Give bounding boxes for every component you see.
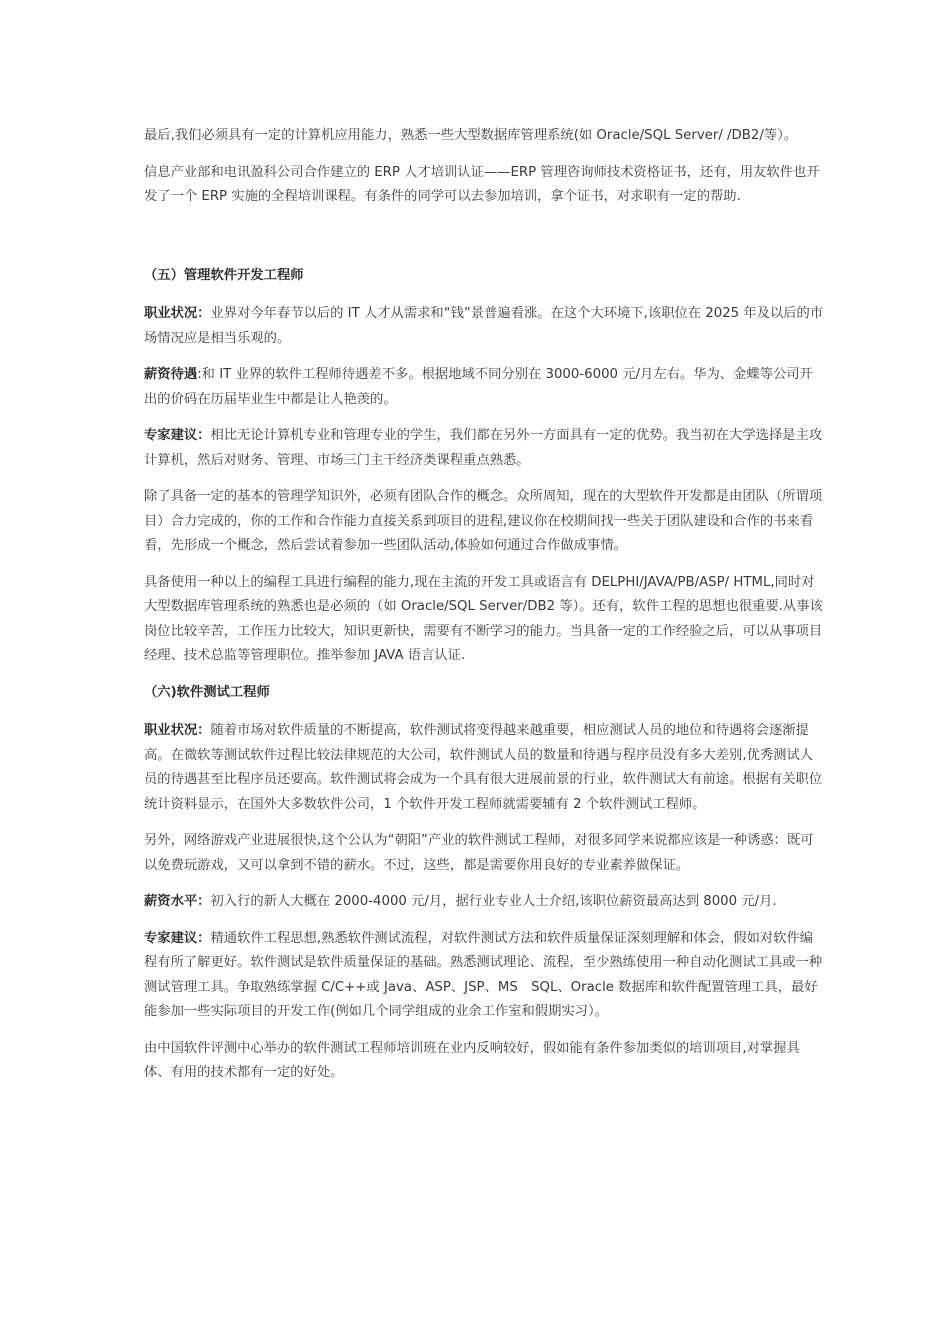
paragraph-testing-salary xyxy=(144,890,824,915)
paragraph-expert-advice xyxy=(144,424,824,473)
paragraph-testing-career-status xyxy=(144,719,824,817)
text-testing-advice: 精通软件工程思想,熟悉软件测试流程，对软件测试方法和软件质量保证深刻理解和体会，假如对软件编程有所了解更好。软件测试是软件质量保证的基础。熟悉测试理论、流程，至少熟练使用一种自动化测试工具或一种测试管理工具。争取熟练掌握 C/C++或 Java、ASP、JSP、MS SQL、Oracle 数据库和软件配置管理工具，最好能参加一些实际项目的开发工作(例如几个同学组成的业余工作室和假期实习）。 xyxy=(144,930,823,1019)
label-testing-salary: 薪资水平： xyxy=(144,894,211,909)
label-expert-advice: 专家建议： xyxy=(144,428,211,443)
label-salary: 薪资待遇 xyxy=(144,367,198,382)
paragraph-training-class: 由中国软件评测中心举办的软件测试工程师培训班在业内反响较好，假如能有条件参加类似的培训项目,对掌握具体、有用的技术都有一定的好处。 xyxy=(144,1040,800,1080)
section-heading-mgmt-software: （五）管理软件开发工程师 xyxy=(144,267,304,283)
paragraph-testing-advice xyxy=(144,927,824,1025)
text-expert-advice: 相比无论计算机专业和管理专业的学生，我们都在另外一方面具有一定的优势。我当初在大学选择是主攻计算机，然后对财务、管理、市场三门主干经济类课程重点熟悉。 xyxy=(144,428,823,468)
text-testing-career-status: 随着市场对软件质量的不断提高，软件测试将变得越来越重要，相应测试人员的地位和待遇将会逐渐提高。在微软等测试软件过程比较法律规范的大公司，软件测试人员的数量和待遇与程序员没有多大差别,优秀测试人员的待遇甚至比程序员还要高。软件测试将会成为一个具有很大进展前景的行业，软件测试大有前途。根据有关职位统计资料显示，在国外大多数软件公司，1 个软件开发工程师就需要辅有 2 个软件测试工程师。 xyxy=(144,723,823,812)
paragraph-db-skills: 最后,我们必须具有一定的计算机应用能力，熟悉一些大型数据库管理系统(如 Oracle/SQL Server/ /DB2/等）。 xyxy=(144,128,798,143)
label-testing-career-status: 职业状况： xyxy=(144,723,211,738)
paragraph-teamwork: 除了具备一定的基本的管理学知识外，必须有团队合作的概念。众所周知，现在的大型软件开发都是由团队（所谓项目）合力完成的，你的工作和合作能力直接关系到项目的进程,建议你在校期间找一些关于团队建设和合作的书来看看，先形成一个概念，然后尝试着参加一些团队活动,体验如何通过合作做成事情。 xyxy=(144,489,823,553)
paragraph-programming-tools: 具备使用一种以上的编程工具进行编程的能力,现在主流的开发工具或语言有 DELPHI/JAVA/PB/ASP/ HTML,同时对大型数据库管理系统的熟悉也是必须的（如 Oracle/SQL Server/DB2 等）。还有，软件工程的思想也很重要.从事该岗位比较辛苦，工作压力比较大，知识更新快，需要有不断学习的能力。当具备一定的工作经验之后，可以从事项目经理、技术总监等管理职位。推举参加 JAVA 语言认证. xyxy=(144,574,823,663)
document-body xyxy=(144,124,824,1098)
text-testing-salary: 初入行的新人大概在 2000-4000 元/月，据行业专业人士介绍,该职位薪资最高达到 8000 元/月. xyxy=(210,894,777,909)
paragraph-career-status xyxy=(144,302,824,351)
section-gap xyxy=(144,222,824,264)
label-career-status: 职业状况： xyxy=(144,306,211,321)
paragraph-erp-cert: 信息产业部和电讯盈科公司合作建立的 ERP 人才培训认证——ERP 管理咨询师技术资格证书，还有，用友软件也开发了一个 ERP 实施的全程培训课程。有条件的同学可以去参加培训，拿个证书，对求职有一定的帮助. xyxy=(144,164,820,204)
label-testing-advice: 专家建议： xyxy=(144,930,211,946)
paragraph-online-games: 另外，网络游戏产业进展很快,这个公认为“朝阳”产业的软件测试工程师，对很多同学来说都应该是一种诱惑：既可以免费玩游戏，又可以拿到不错的薪水。不过，这些，都是需要你用良好的专业素养做保证。 xyxy=(144,833,814,873)
paragraph-salary xyxy=(144,363,824,412)
section-heading-software-testing: （六)软件测试工程师 xyxy=(144,684,270,700)
text-salary: :和 IT 业界的软件工程师待遇差不多。根据地域不同分别在 3000-6000 元/月左右。华为、金蝶等公司开出的价码在历届毕业生中都是让人艳羡的。 xyxy=(144,367,813,407)
text-career-status: 业界对今年春节以后的 IT 人才从需求和“钱”景普遍看涨。在这个大环境下,该职位在 2025 年及以后的市场情况应是相当乐观的。 xyxy=(144,306,824,346)
